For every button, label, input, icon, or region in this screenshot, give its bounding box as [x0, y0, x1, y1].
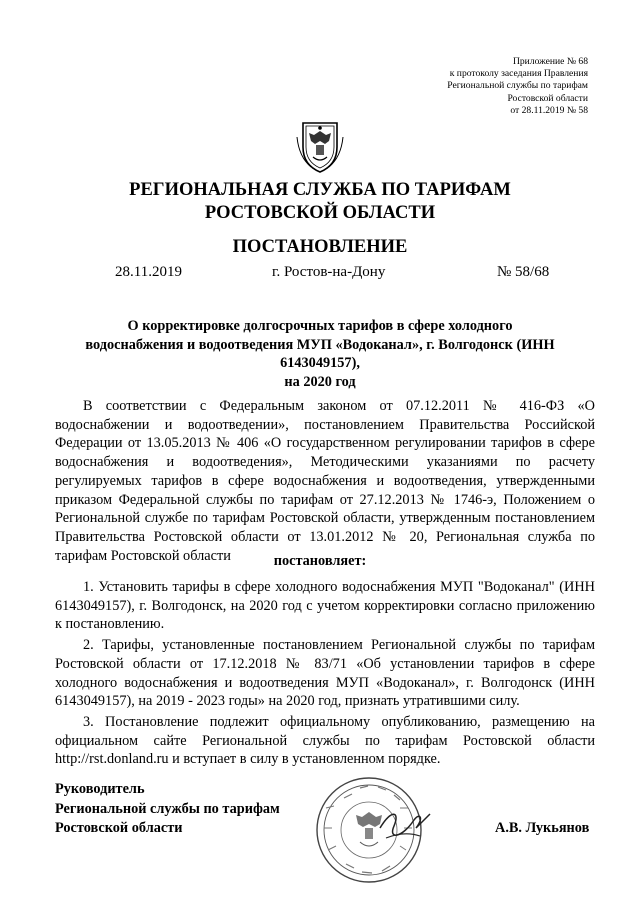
signatory-title-line: Региональной службы по тарифам — [55, 800, 280, 817]
document-subject — [60, 317, 580, 391]
subject-line: О корректировке долгосрочных тарифов в сфере холодного — [127, 318, 513, 334]
organization-title: РОСТОВСКОЙ ОБЛАСТИ — [204, 203, 436, 223]
resolution-item: 2. Тарифы, установленные постановлением Региональной службы по тарифам Ростовской области от 17.12.2018 № 83/71 «Об установлении тарифов в сфере холодного водоснабжения и водоотведения МУП «Водоканал», г. Волгодонск (ИНН 6143049157), на 2019 - 2023 годы» на 2020 год, признать утратившими силу. — [55, 637, 595, 710]
signatory-name: А.В. Лукьянов — [495, 820, 590, 836]
document-type-title: ПОСТАНОВЛЕНИЕ — [232, 237, 408, 257]
document-date: 28.11.2019 — [115, 264, 182, 280]
resolution-items — [55, 578, 595, 771]
subject-line: водоснабжения и водоотведения МУП «Водоканал», г. Волгодонск (ИНН — [85, 336, 555, 353]
preamble-paragraph: В соответствии с Федеральным законом от 07.12.2011 № 416-ФЗ «О водоснабжении и водоотведении», постановлением Правительства Российской Федерации от 13.05.2013 № 406 «О государственном регулировании тарифов в сфере водоснабжения и водоотведения», Методическими указаниями по расчету регулируемых тарифов в сфере водоснабжения и водоотведения, утвержденными приказом Федеральной службы по тарифам от 27.12.2013 № 1746-э, Положением о Региональной службе по тарифам Ростовской области, утвержденным постановлением Правительства Ростовской области от 13.01.2012 № 20, Региональная служба по тарифам Ростовской области — [55, 398, 595, 564]
organization-title: РЕГИОНАЛЬНАЯ СЛУЖБА ПО ТАРИФАМ — [129, 180, 511, 200]
resolves-heading: постановляет: — [273, 553, 367, 569]
appendix-line: Региональной службы по тарифам — [447, 80, 588, 92]
resolution-item: 1. Установить тарифы в сфере холодного водоснабжения МУП "Водоканал" (ИНН 6143049157), г. Волгодонск, на 2020 год с учетом корректировки согласно приложению к постановлению. — [55, 579, 595, 633]
signatory-title — [55, 780, 280, 839]
document-city: г. Ростов-на-Дону — [272, 264, 386, 280]
appendix-line: к протоколу заседания Правления — [449, 68, 588, 80]
official-seal-icon — [296, 768, 442, 888]
document-number: № 58/68 — [497, 264, 550, 280]
appendix-line: Приложение № 68 — [512, 56, 588, 67]
subject-line: на 2020 год — [284, 373, 356, 390]
signatory-title-line: Ростовской области — [55, 820, 183, 836]
signatory-title-line: Руководитель — [55, 781, 145, 797]
appendix-note — [447, 56, 588, 117]
appendix-line: от 28.11.2019 № 58 — [510, 104, 588, 116]
coat-of-arms-icon — [295, 117, 345, 175]
appendix-line: Ростовской области — [507, 92, 588, 104]
resolution-item: 3. Постановление подлежит официальному опубликованию, размещению на официальном сайте Региональной службы по тарифам Ростовской области http://rst.donland.ru и вступает в силу в установленном порядке. — [55, 713, 595, 768]
subject-line: 6143049157), — [280, 355, 360, 372]
